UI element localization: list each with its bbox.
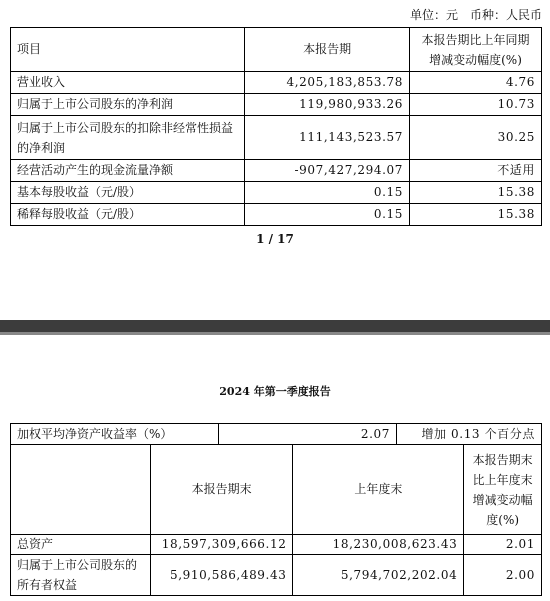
row-current-value: 119,980,933.26 (245, 94, 410, 116)
row-label: 归属于上市公司股东的所有者权益 (11, 555, 151, 596)
row-change-value: 4.76 (410, 72, 542, 94)
table-row (11, 555, 542, 596)
row-label: 基本每股收益（元/股） (11, 182, 245, 204)
row-change-value: 15.38 (410, 182, 542, 204)
row-change-value: 15.38 (410, 204, 542, 226)
row-change-value: 不适用 (410, 160, 542, 182)
row-label: 稀释每股收益（元/股） (11, 204, 245, 226)
row-label: 归属于上市公司股东的净利润 (11, 94, 245, 116)
row-change-value: 2.01 (464, 535, 542, 555)
page-number: 1 / 17 (256, 232, 294, 246)
header-blank (11, 445, 151, 535)
table-row (11, 72, 542, 94)
row-label: 加权平均净资产收益率（%） (11, 424, 219, 445)
table-row (11, 94, 542, 116)
header-period-end: 本报告期末 (150, 445, 293, 535)
report-title: 2024 年第一季度报告 (219, 385, 331, 398)
row-prior-value: 18,230,008,623.43 (293, 535, 464, 555)
row-label: 营业收入 (11, 72, 245, 94)
page-separator (0, 320, 550, 332)
row-label: 归属于上市公司股东的扣除非经常性损益的净利润 (11, 116, 245, 160)
table-header-row (11, 445, 542, 535)
balance-sheet-table (10, 444, 542, 596)
roe-table (10, 423, 542, 445)
header-yoy-change: 本报告期比上年同期增减变动幅度(%) (410, 28, 542, 72)
row-change-value: 30.25 (410, 116, 542, 160)
table-row (11, 204, 542, 226)
row-current-value: 2.07 (218, 424, 396, 445)
table-row (11, 424, 542, 445)
row-current-value: 5,910,586,489.43 (150, 555, 293, 596)
unit-currency-line: 单位：元 币种：人民币 (409, 8, 542, 22)
row-change-value: 2.00 (464, 555, 542, 596)
row-label: 总资产 (11, 535, 151, 555)
table-row (11, 535, 542, 555)
row-current-value: 18,597,309,666.12 (150, 535, 293, 555)
header-item: 项目 (11, 28, 245, 72)
table-row (11, 182, 542, 204)
row-prior-value: 5,794,702,202.04 (293, 555, 464, 596)
row-current-value: -907,427,294.07 (245, 160, 410, 182)
table-header-row (11, 28, 542, 72)
header-change-pct: 本报告期末比上年度末增减变动幅度(%) (464, 445, 542, 535)
row-label: 经营活动产生的现金流量净额 (11, 160, 245, 182)
row-change-value: 增加 0.13 个百分点 (396, 424, 541, 445)
row-current-value: 0.15 (245, 182, 410, 204)
financial-summary-table (10, 27, 542, 226)
row-change-value: 10.73 (410, 94, 542, 116)
page-separator-shadow (0, 332, 550, 335)
table-row (11, 116, 542, 160)
header-current-period: 本报告期 (245, 28, 410, 72)
table-row (11, 160, 542, 182)
row-current-value: 111,143,523.57 (245, 116, 410, 160)
row-current-value: 4,205,183,853.78 (245, 72, 410, 94)
header-prior-year-end: 上年度末 (293, 445, 464, 535)
row-current-value: 0.15 (245, 204, 410, 226)
